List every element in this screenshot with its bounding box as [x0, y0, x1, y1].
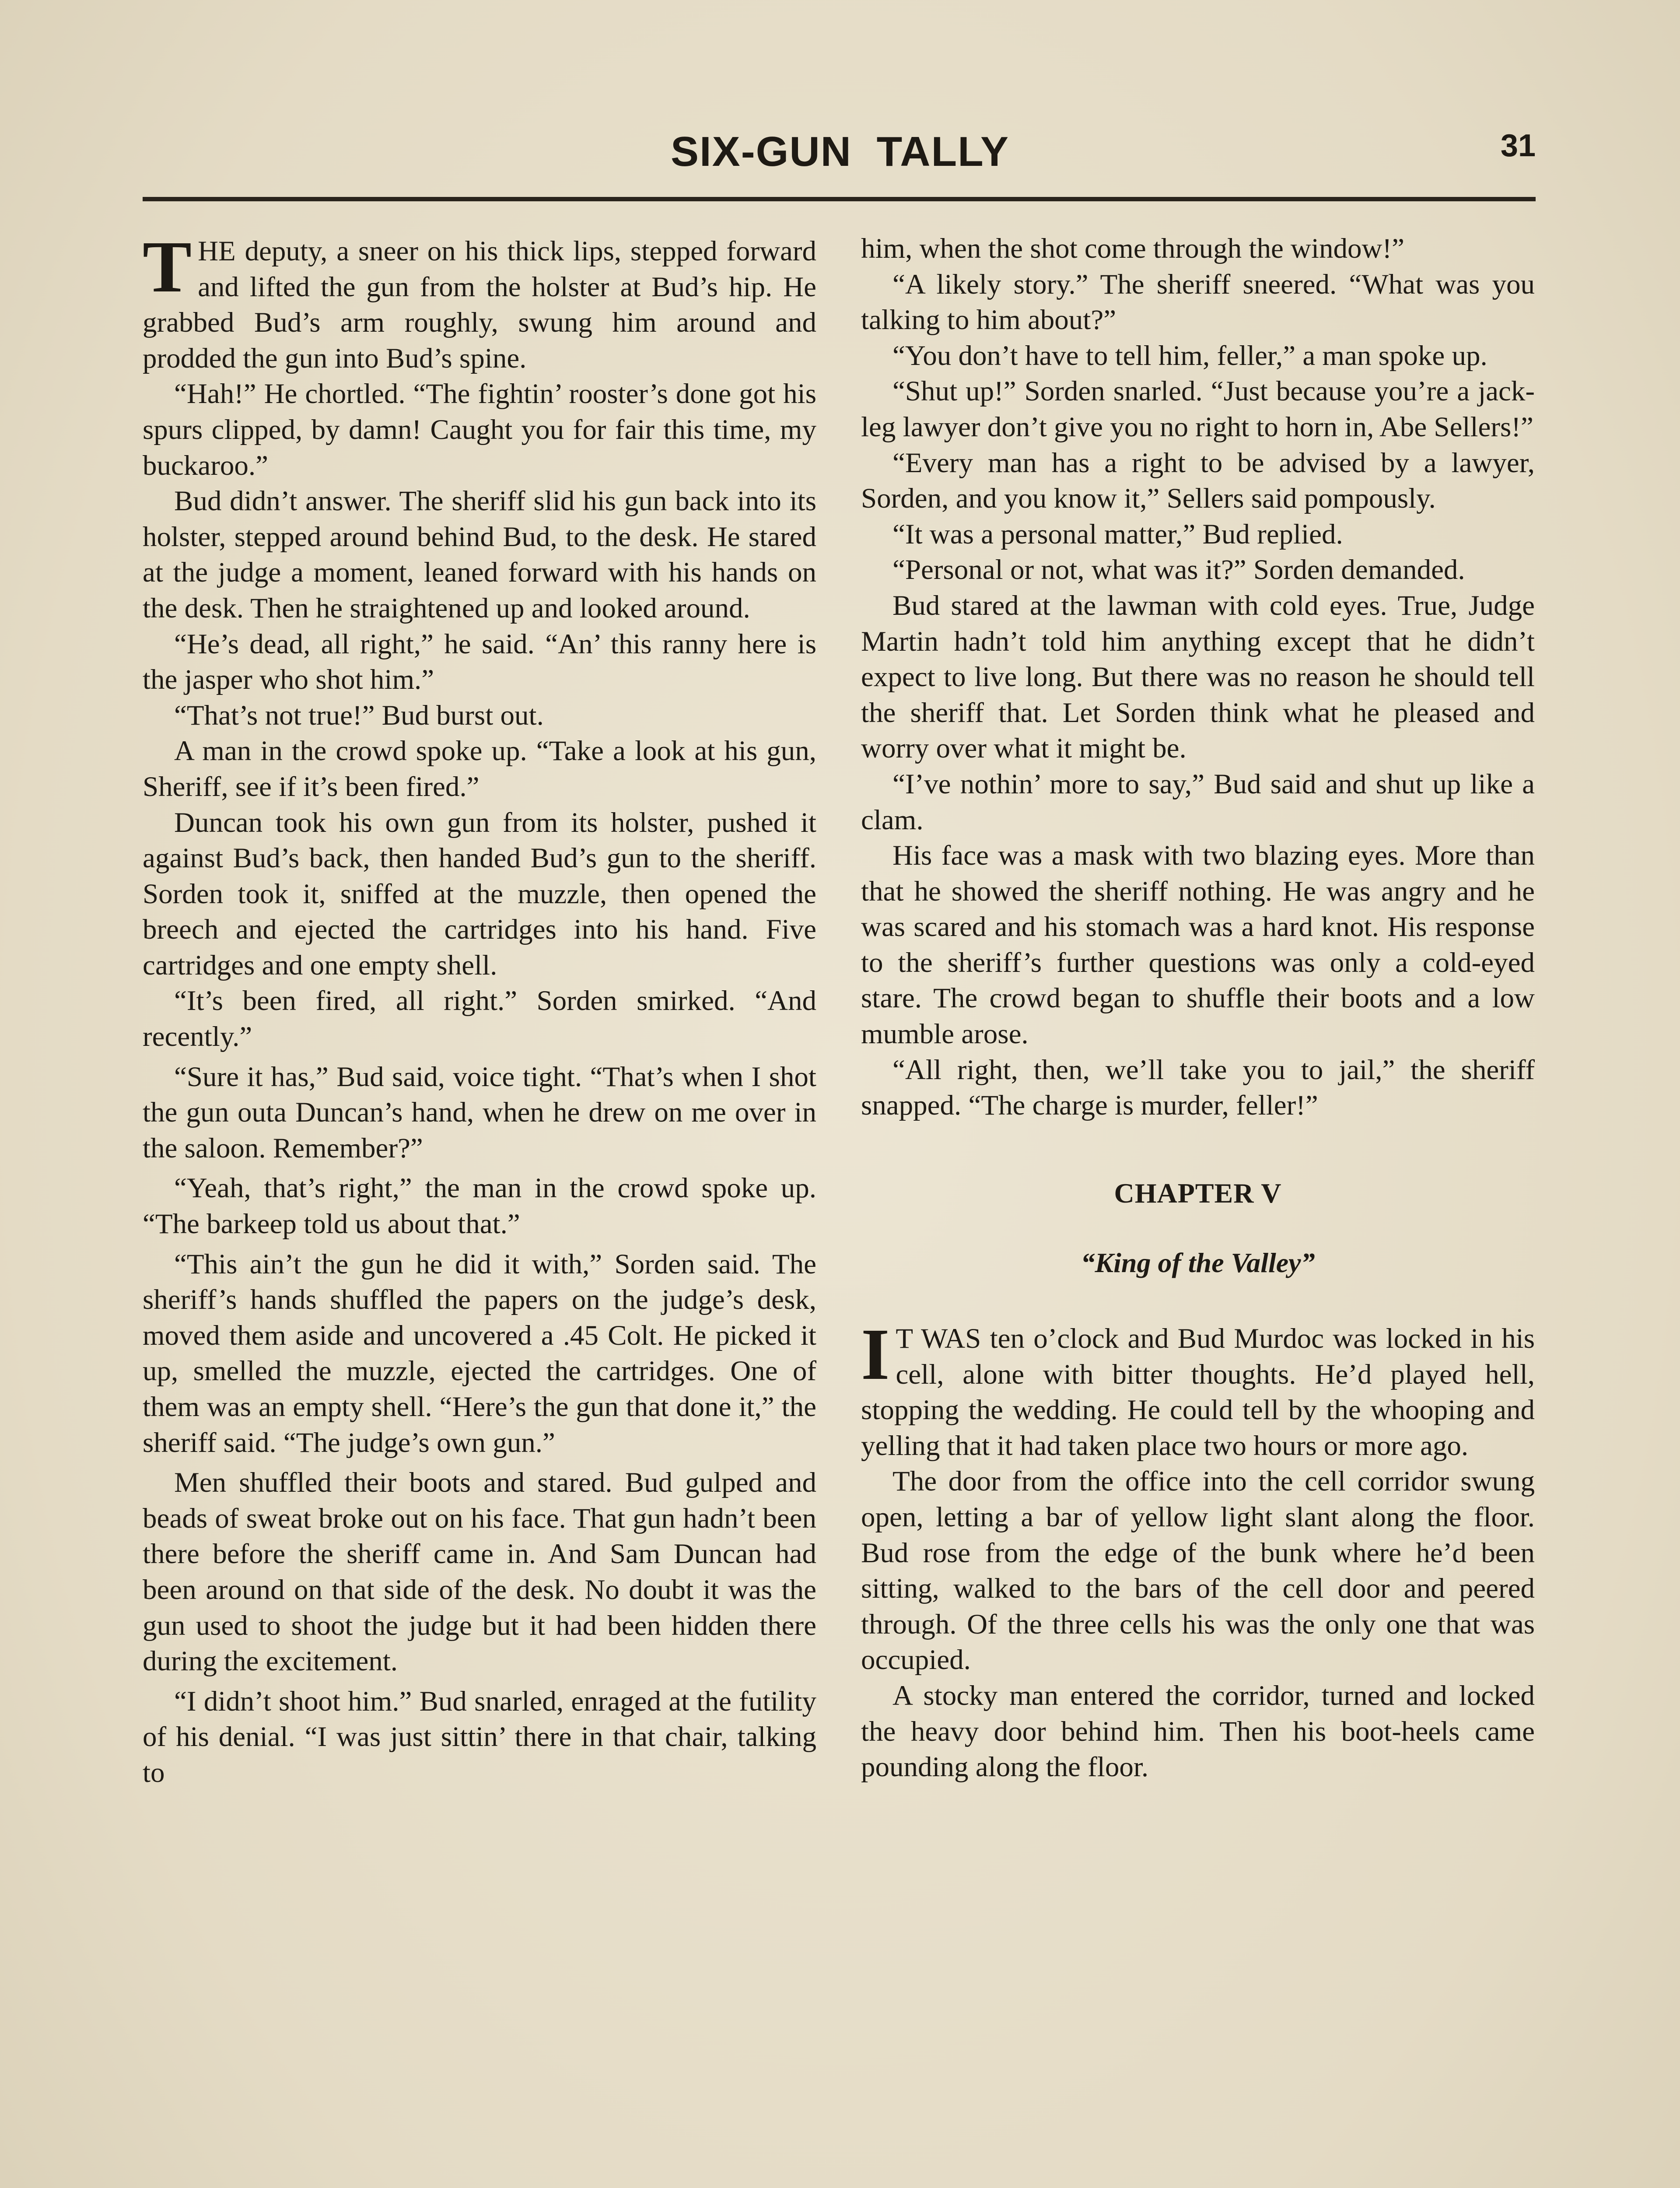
- running-title: SIX-GUN TALLY: [670, 128, 1010, 175]
- paragraph: him, when the shot come through the window!”: [861, 233, 1404, 264]
- paragraph: “You don’t have to tell him, feller,” a man spoke up.: [892, 340, 1488, 372]
- paragraph: “A likely story.” The sheriff sneered. “What was you talking to him about?”: [861, 268, 1535, 336]
- paragraph: “He’s dead, all right,” he said. “An’ this ranny here is the jasper who shot him.”: [143, 628, 816, 696]
- chapter-subtitle: “King of the Valley”: [1081, 1247, 1315, 1279]
- paragraph: A stocky man entered the corridor, turned and locked the heavy door behind him. Then his boot-heels came pounding along the floor.: [861, 1680, 1535, 1783]
- header-rule: [143, 197, 1536, 201]
- paragraph: Duncan took his own gun from its holster, pushed it against Bud’s back, then handed Bud’s gun to the sheriff. Sorden took it, sniffed at the muzzle, then opened the breech and ejected the cartridges into his hand. Five cartridges and one empty shell.: [143, 806, 816, 981]
- paragraph: “It was a personal matter,” Bud replied.: [892, 518, 1343, 550]
- drop-cap: I: [861, 1314, 890, 1396]
- paragraph: “Personal or not, what was it?” Sorden demanded.: [892, 554, 1465, 586]
- paragraph: Men shuffled their boots and stared. Bud gulped and beads of sweat broke out on his face. That gun hadn’t been there before the sheriff came in. And Sam Duncan had been around on that side of the desk. No doubt it was the gun used to shoot the judge but it had been hidden there during the excitement.: [143, 1467, 816, 1677]
- paragraph: “Yeah, that’s right,” the man in the crowd spoke up. “The barkeep told us about that.”: [143, 1172, 816, 1240]
- paragraph: Bud stared at the lawman with cold eyes. True, Judge Martin hadn’t told him anything except that he didn’t expect to live long. But there was no reason he should tell the sheriff that. Let Sorden think what he pleased and worry over what it might be.: [861, 589, 1535, 764]
- paragraph: The door from the office into the cell corridor swung open, letting a bar of yellow light slant along the floor. Bud rose from the edge of the bunk where he’d been sitting, walked to the bars of the cell door and peered through. Of the three cells his was the only one that was occupied.: [861, 1466, 1535, 1676]
- drop-cap: T: [143, 226, 192, 308]
- paragraph: [143, 226, 816, 376]
- paragraph-text: T WAS ten o’clock and Bud Murdoc was locked in his cell, alone with bitter thoughts. He’d played hell, stopping the wedding. He could tell by the whooping and yelling that it had taken place two hours or more ago.: [861, 1323, 1535, 1462]
- paragraph: [861, 1314, 1535, 1464]
- paragraph: “Hah!” He chortled. “The fightin’ rooster’s done got his spurs clipped, by damn! Caught you for fair this time, my buckaroo.”: [143, 378, 816, 481]
- paragraph: A man in the crowd spoke up. “Take a look at his gun, Sheriff, see if it’s been fired.”: [143, 735, 816, 803]
- right-column: [861, 231, 1535, 1785]
- paragraph: “All right, then, we’ll take you to jail,” the sheriff snapped. “The charge is murder, feller!”: [861, 1054, 1535, 1122]
- chapter-title: CHAPTER V: [1114, 1177, 1282, 1209]
- paragraph: “Every man has a right to be advised by a lawyer, Sorden, and you know it,” Sellers said pompously.: [861, 447, 1535, 515]
- paragraph: His face was a mask with two blazing eyes. More than that he showed the sheriff nothing. He was angry and he was scared and his stomach was a hard knot. His response to the sheriff’s further questions was only a cold-eyed stare. The crowd began to shuffle their boots and a low mumble arose.: [861, 840, 1535, 1050]
- paragraph: “It’s been fired, all right.” Sorden smirked. “And recently.”: [143, 985, 816, 1053]
- paragraph: “That’s not true!” Bud burst out.: [174, 699, 544, 731]
- paragraph: “I’ve nothin’ more to say,” Bud said and shut up like a clam.: [861, 768, 1535, 836]
- paragraph: “Shut up!” Sorden snarled. “Just because you’re a jack-leg lawyer don’t give you no right to horn in, Abe Sellers!”: [861, 375, 1535, 443]
- paragraph: “Sure it has,” Bud said, voice tight. “That’s when I shot the gun outa Duncan’s hand, when he drew on me over in the saloon. Remember?”: [143, 1061, 816, 1164]
- left-column: [143, 226, 816, 1791]
- paragraph: “I didn’t shoot him.” Bud snarled, enraged at the futility of his denial. “I was just sittin’ there in that chair, talking to: [143, 1685, 816, 1788]
- page-number: 31: [1500, 128, 1536, 163]
- paragraph: “This ain’t the gun he did it with,” Sorden said. The sheriff’s hands shuffled the papers on the judge’s desk, moved them aside and uncovered a .45 Colt. He picked it up, smelled the muzzle, ejected the cartridges. One of them was an empty shell. “Here’s the gun that done it,” the sheriff said. “The judge’s own gun.”: [143, 1248, 816, 1459]
- paragraph-text: HE deputy, a sneer on his thick lips, stepped forward and lifted the gun from the holster at Bud’s hip. He grabbed Bud’s arm roughly, swung him around and prodded the gun into Bud’s spine.: [143, 235, 816, 374]
- paragraph: Bud didn’t answer. The sheriff slid his gun back into its holster, stepped around behind Bud, to the desk. He stared at the judge a moment, leaned forward with his hands on the desk. Then he straightened up and looked around.: [143, 485, 816, 624]
